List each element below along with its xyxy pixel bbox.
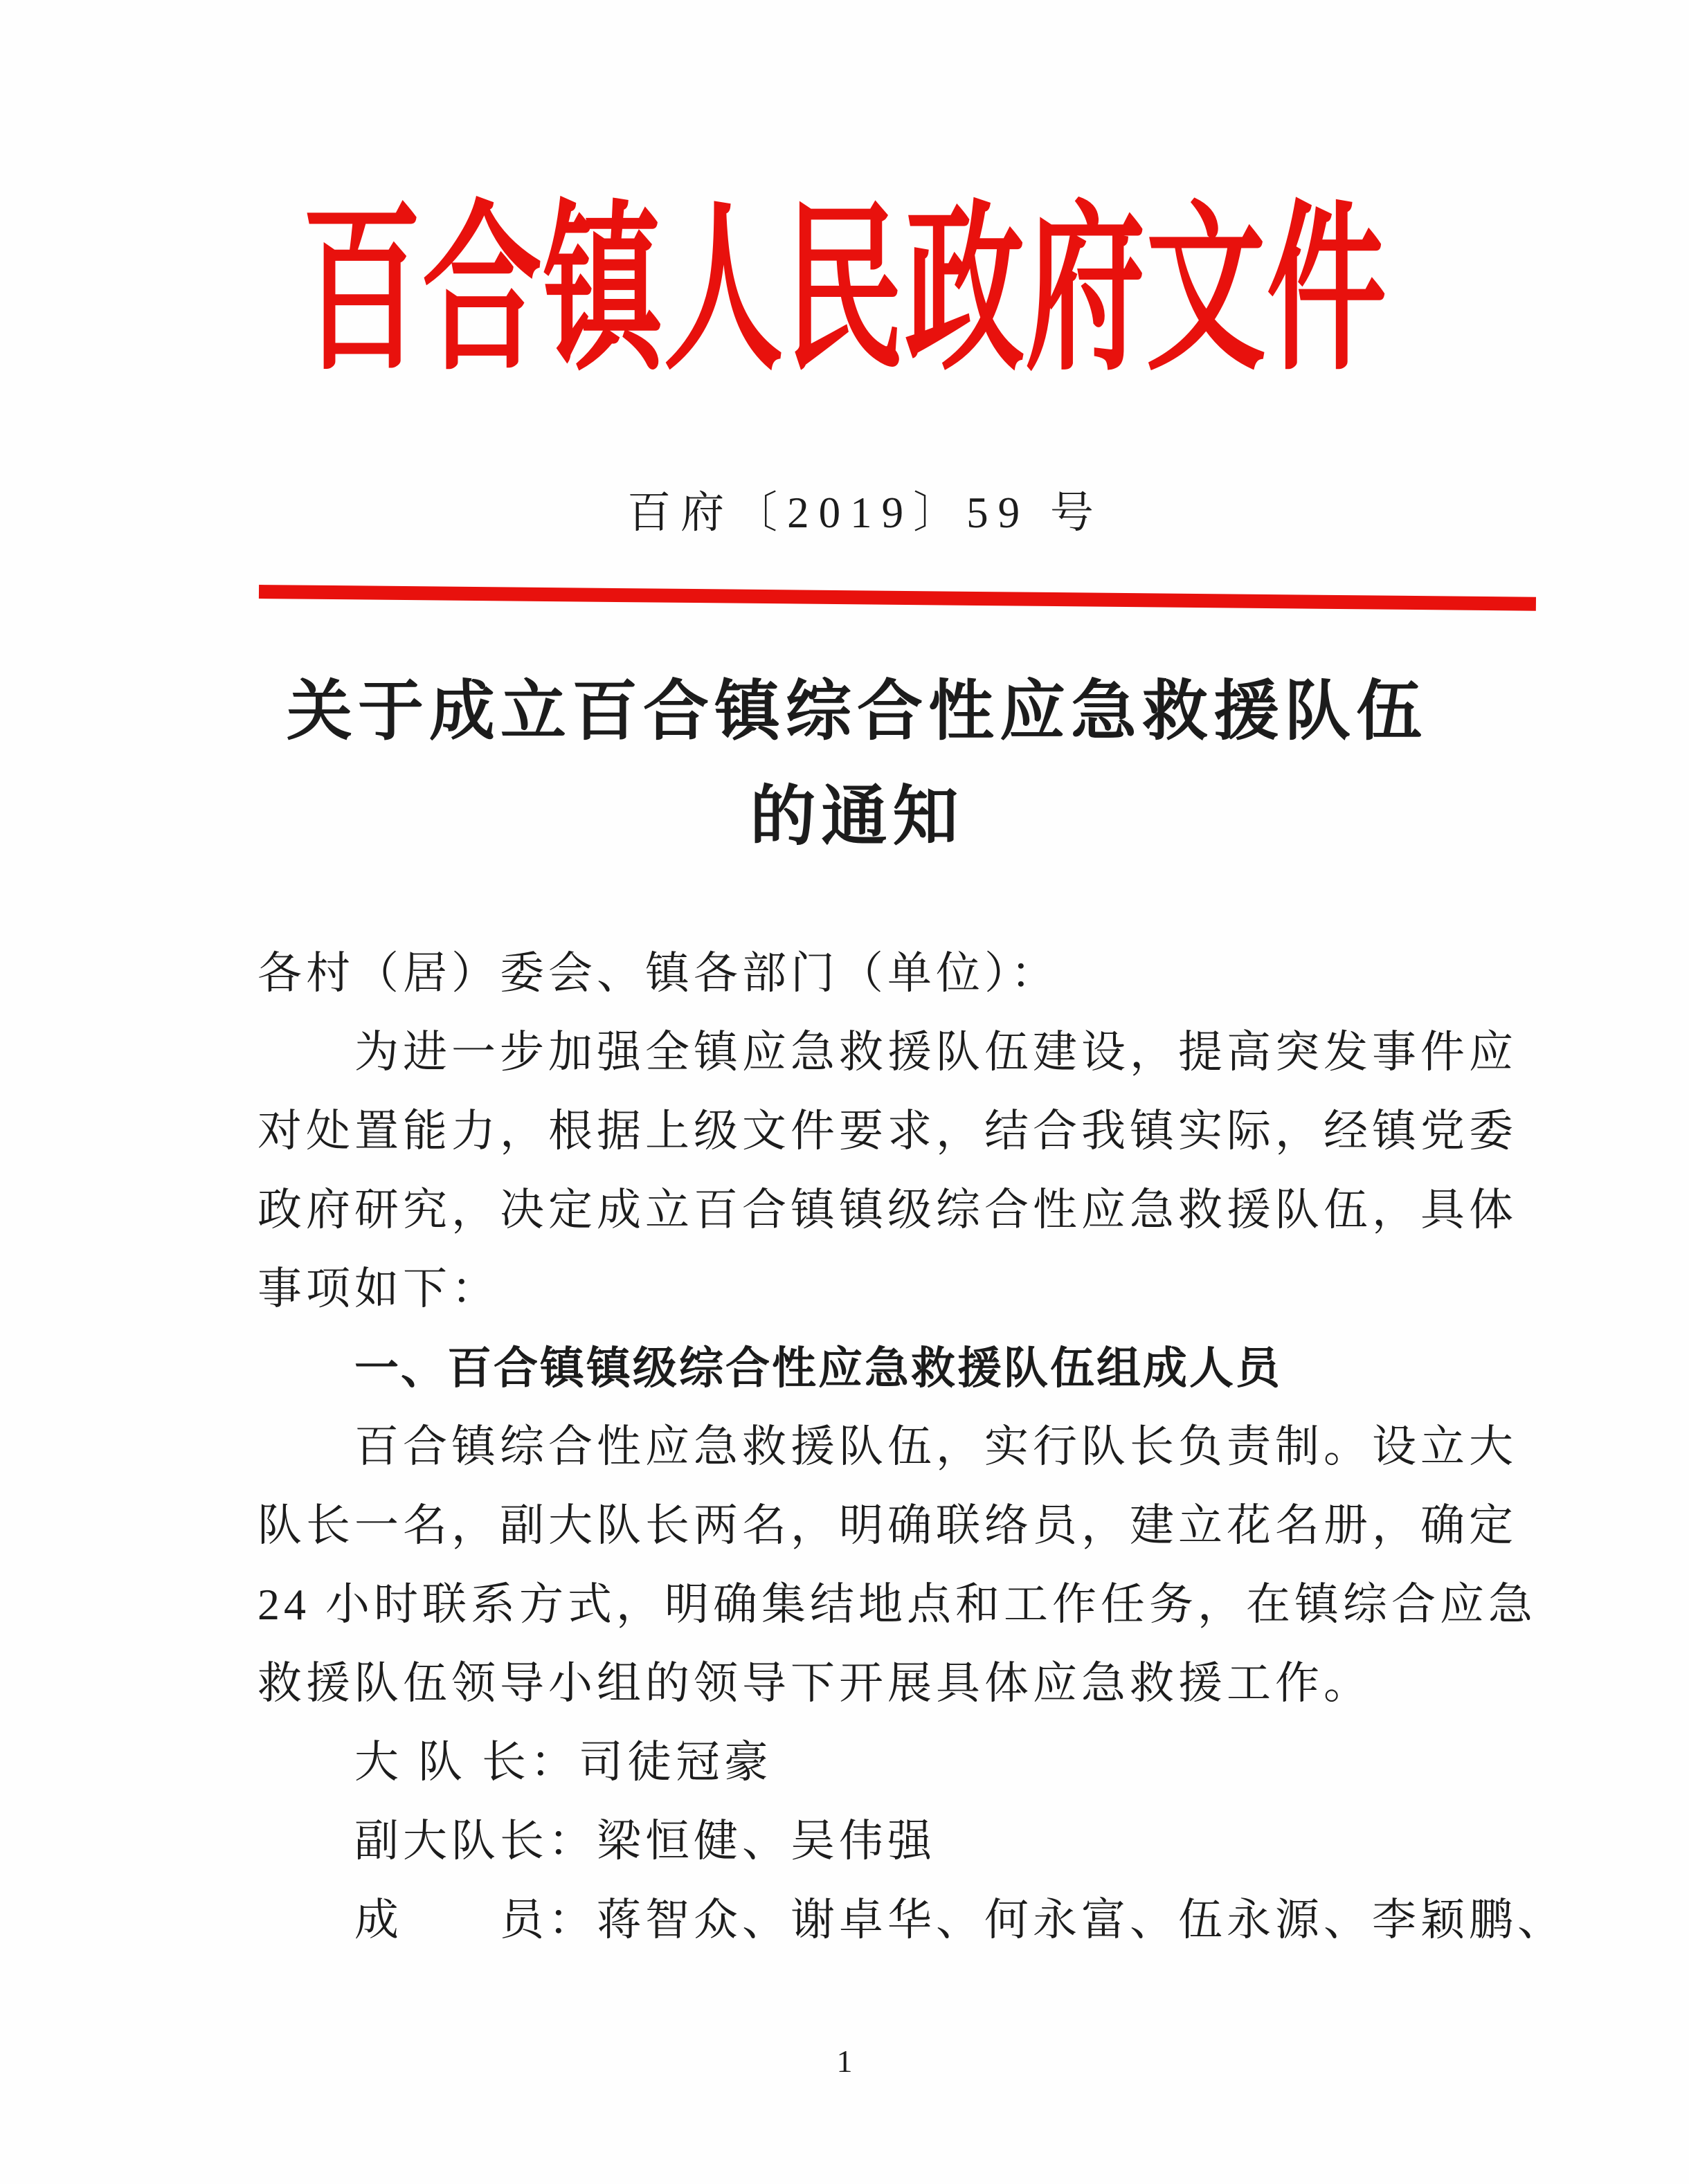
document-body	[258, 934, 1566, 1960]
role-line-captain: 大 队 长：司徒冠豪	[354, 1738, 773, 1787]
paragraph-line: 政府研究，决定成立百合镇镇级综合性应急救援队伍，具体	[258, 1185, 1517, 1235]
paragraph-line: 事项如下：	[258, 1264, 500, 1313]
role-line-members: 成 员：蒋智众、谢卓华、何永富、伍永源、李颖鹏、	[354, 1895, 1566, 1945]
paragraph-line: 队长一名，副大队长两名，明确联络员，建立花名册，确定	[258, 1501, 1517, 1550]
role-line-deputy-captains: 副大队长：梁恒健、吴伟强	[354, 1817, 936, 1866]
paragraph-line: 百合镇综合性应急救援队伍，实行队长负责制。设立大	[354, 1422, 1517, 1471]
document-title-line-1: 关于成立百合镇综合性应急救援队伍	[286, 675, 1427, 748]
salutation-line: 各村（居）委会、镇各部门（单位）：	[258, 949, 1059, 998]
paragraph-line: 为进一步加强全镇应急救援队伍建设，提高突发事件应	[354, 1028, 1517, 1077]
document-title	[12, 659, 1689, 869]
section-1-heading: 一、百合镇镇级综合性应急救援队伍组成人员	[354, 1343, 1282, 1393]
paragraph-line: 对处置能力，根据上级文件要求，结合我镇实际，经镇党委	[258, 1107, 1517, 1156]
document-title-line-2: 的通知	[750, 780, 964, 853]
government-header-banner: 百合镇人民政府文件	[301, 191, 1388, 392]
page-number: 1	[836, 2044, 853, 2079]
paragraph-line: 救援队伍领导小组的领导下开展具体应急救援工作。	[258, 1659, 1372, 1708]
paragraph-line: 24 小时联系方式，明确集结地点和工作任务，在镇综合应急	[258, 1580, 1537, 1629]
document-number: 百府〔2019〕59 号	[627, 489, 1103, 537]
red-separator-line	[259, 585, 1536, 611]
